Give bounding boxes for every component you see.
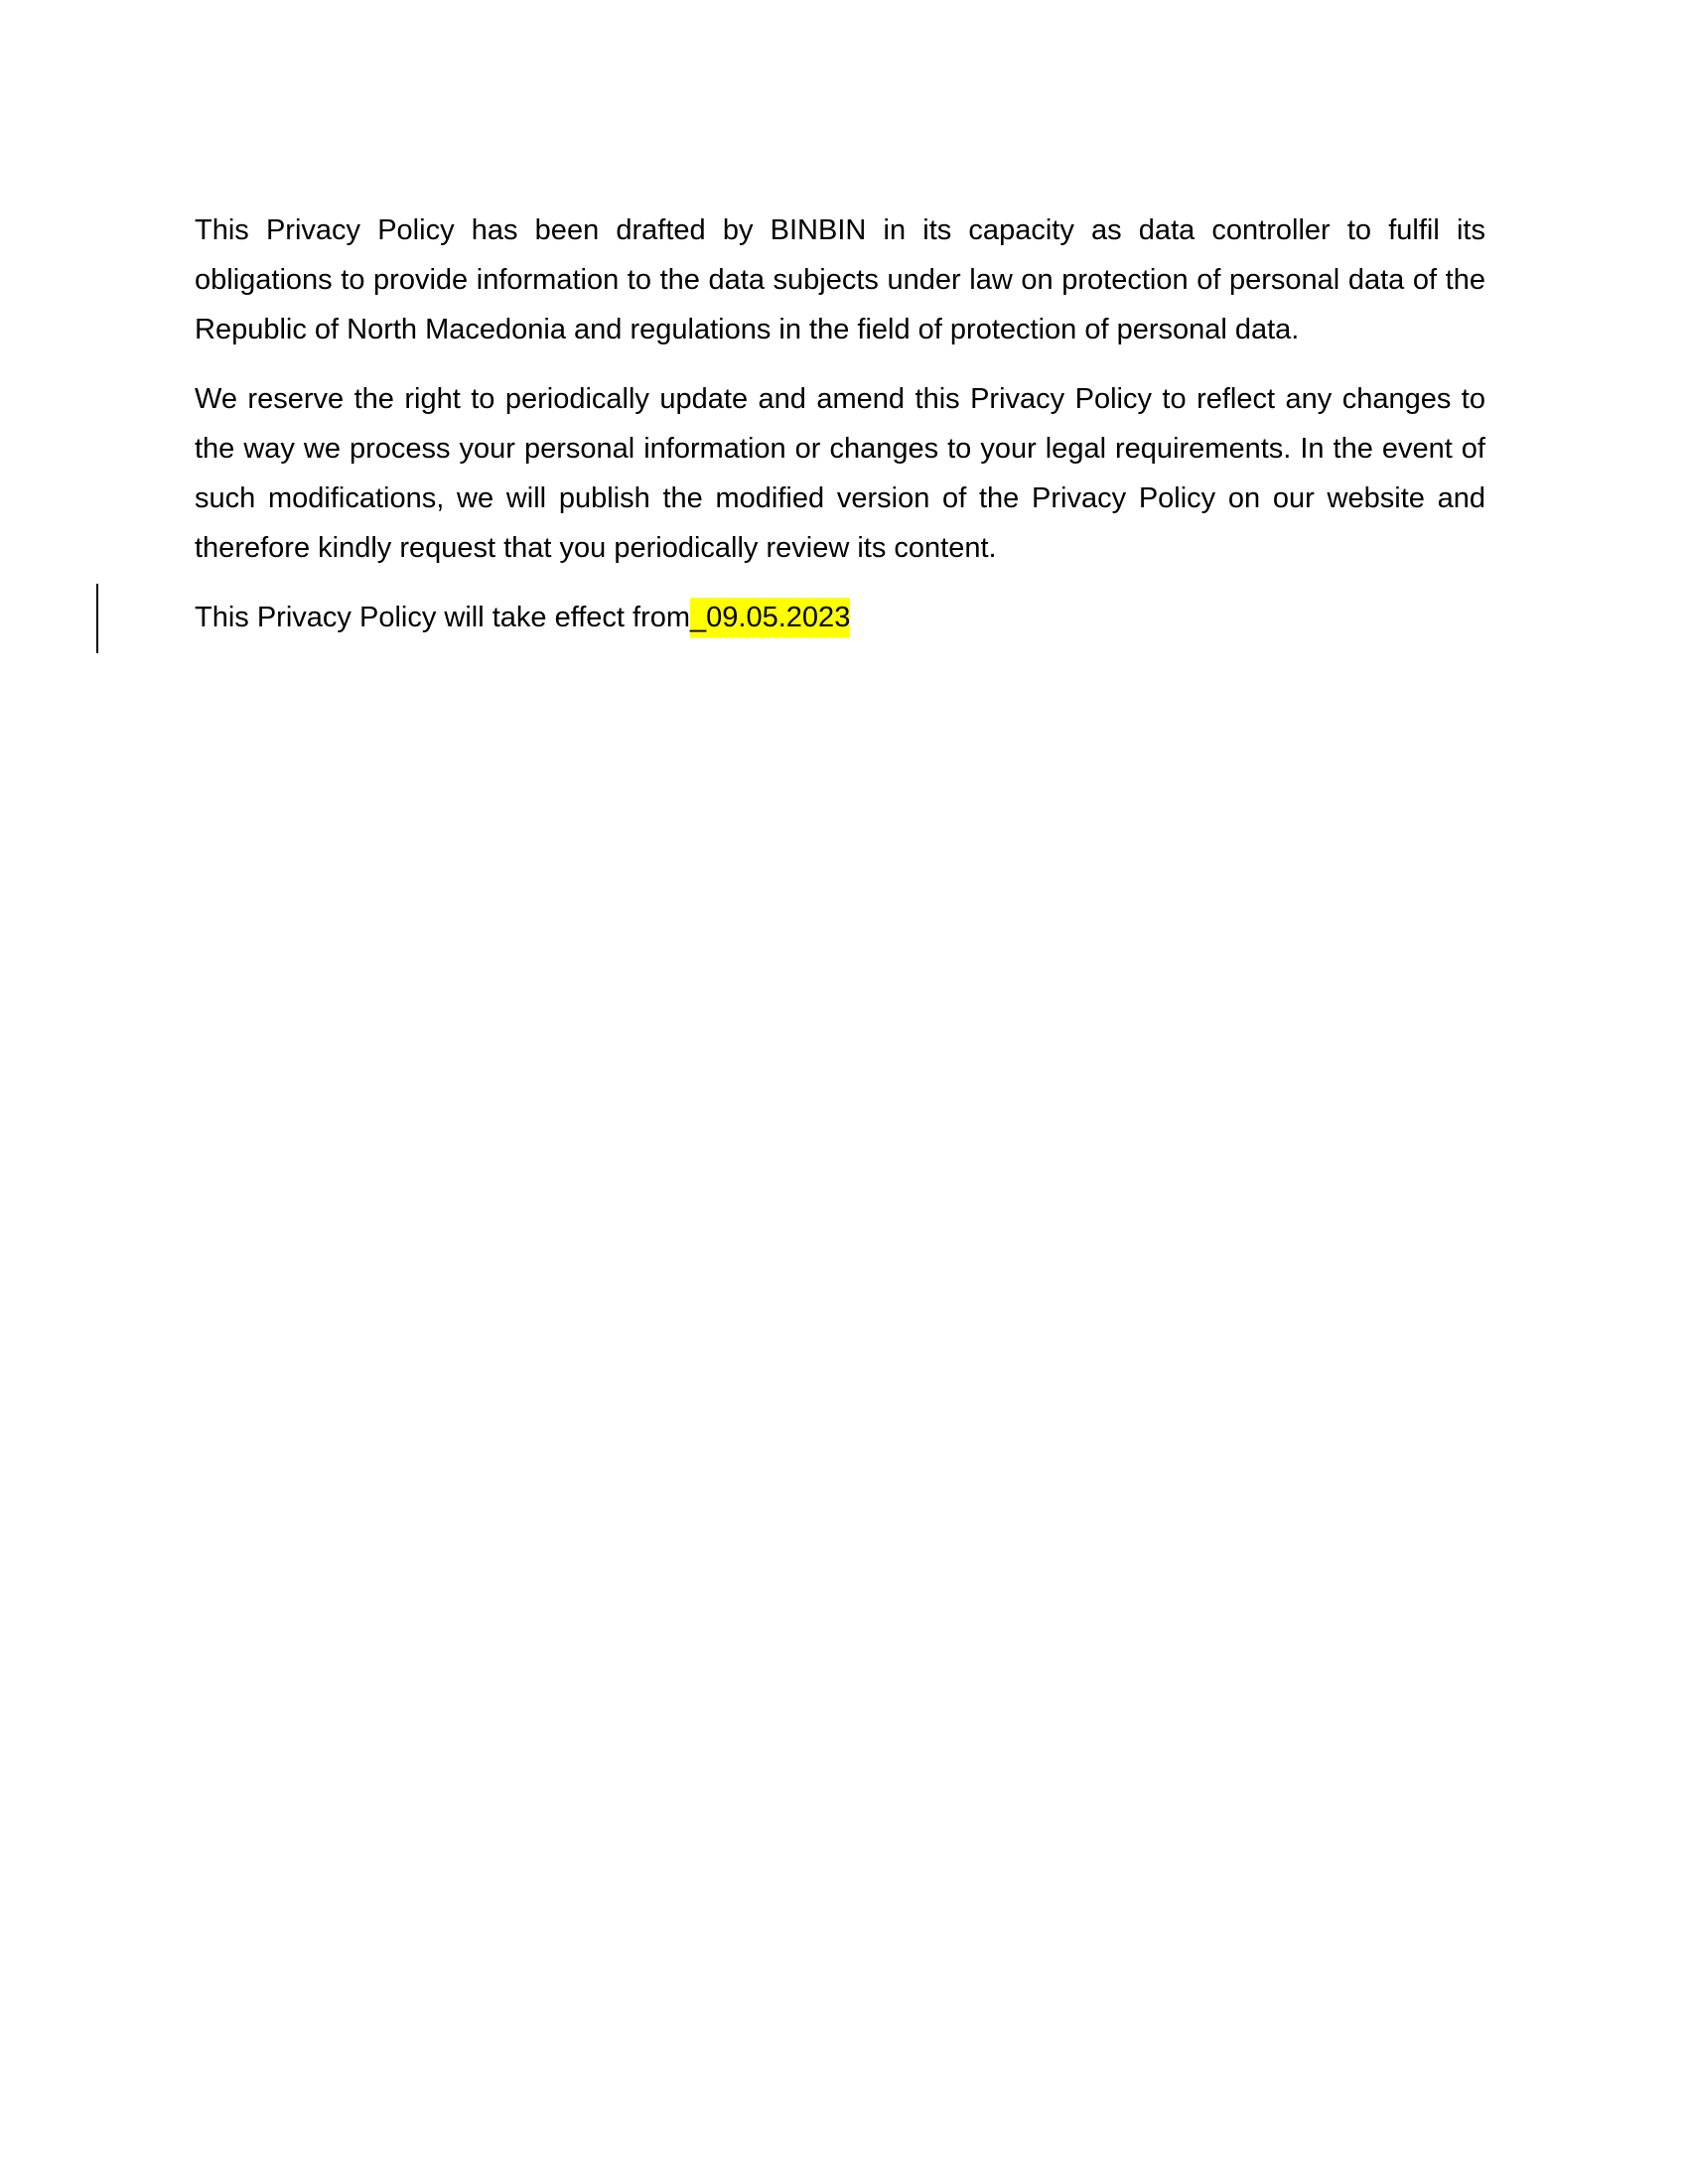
paragraph-data-controller: This Privacy Policy has been drafted by BINBIN in its capacity as data controller to fulfil its obligations to provide information to the data subjects under law on protection of personal data of the Republic of North Macedonia and regulations in the field of protection of personal data. xyxy=(195,214,1485,345)
effective-date-highlight: _09.05.2023 xyxy=(690,598,850,637)
document-body xyxy=(195,205,1485,642)
paragraph-effective-date xyxy=(195,593,1485,642)
revision-change-bar xyxy=(96,584,98,653)
paragraph-policy-updates: We reserve the right to periodically update and amend this Privacy Policy to reflect any changes to the way we process your personal information or changes to your legal requirements. In the event of such modifications, we will publish the modified version of the Privacy Policy on our website and therefore kindly request that you periodically review its content. xyxy=(195,383,1485,564)
effective-date-prefix: This Privacy Policy will take effect from xyxy=(195,602,691,633)
